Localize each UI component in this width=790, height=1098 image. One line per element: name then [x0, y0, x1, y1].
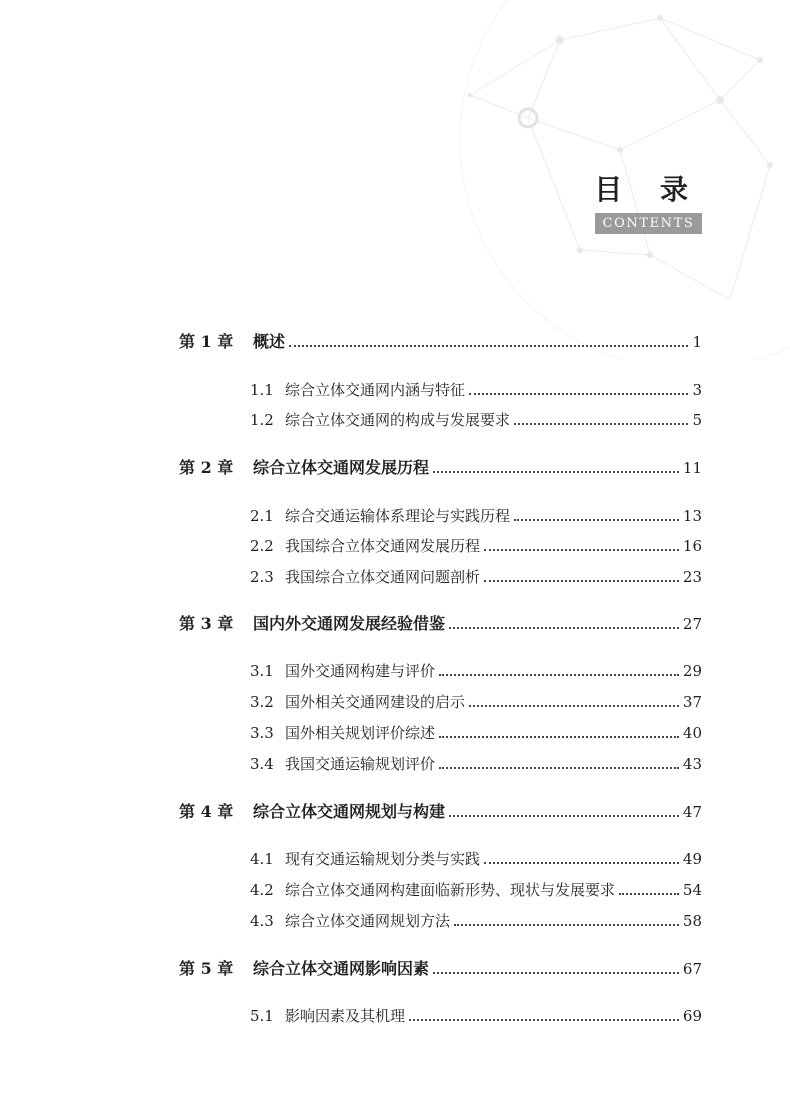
chapter-number: 第 3 章: [179, 614, 234, 633]
section-title: 综合立体交通网构建面临新形势、现状与发展要求: [285, 880, 616, 899]
dot-leader: [289, 345, 688, 347]
toc-section-entry[interactable]: [250, 847, 702, 871]
toc-section-entry[interactable]: [250, 378, 702, 402]
toc-section-entry[interactable]: [250, 534, 702, 558]
chapter-number: 第 5 章: [179, 959, 234, 978]
chapter-title: 综合立体交通网影响因素: [253, 959, 430, 978]
section-title: 我国综合立体交通网问题剖析: [285, 567, 481, 586]
page-number: 49: [682, 849, 702, 868]
section-number: 3.1: [250, 661, 274, 680]
chapter-title: 综合立体交通网规划与构建: [253, 802, 446, 821]
dot-leader: [469, 705, 679, 707]
section-title: 我国交通运输规划评价: [285, 754, 436, 773]
section-title: 综合立体交通网内涵与特征: [285, 380, 466, 399]
chapter-title: 国内外交通网发展经验借鉴: [253, 614, 446, 633]
page-number: 69: [682, 1006, 702, 1025]
dot-leader: [439, 674, 679, 676]
dot-leader: [433, 972, 679, 974]
section-number: 3.4: [250, 754, 274, 773]
dot-leader: [449, 627, 679, 629]
page-number: 29: [682, 661, 702, 680]
dot-leader: [514, 423, 688, 425]
toc-section-entry[interactable]: [250, 504, 702, 528]
page-number: 58: [682, 911, 702, 930]
page-title: 目 录: [594, 173, 702, 206]
dot-leader: [409, 1019, 679, 1021]
section-number: 2.3: [250, 567, 274, 586]
toc-section-entry[interactable]: [250, 721, 702, 745]
chapter-number: 第 1 章: [179, 332, 234, 351]
toc-section-entry[interactable]: [250, 659, 702, 683]
toc-chapter-entry[interactable]: [179, 330, 702, 354]
dot-leader: [514, 519, 679, 521]
page-number: 13: [682, 506, 702, 525]
page-number: 11: [682, 458, 702, 477]
section-number: 5.1: [250, 1006, 274, 1025]
chapter-number: 第 2 章: [179, 458, 234, 477]
toc-chapter-entry[interactable]: [179, 800, 702, 824]
chapter-number: 第 4 章: [179, 802, 234, 821]
page-number: 40: [682, 723, 702, 742]
dot-leader: [484, 580, 679, 582]
page-number: 1: [692, 332, 702, 351]
dot-leader: [433, 471, 679, 473]
toc-section-entry[interactable]: [250, 565, 702, 589]
page-number: 54: [682, 880, 702, 899]
section-title: 现有交通运输规划分类与实践: [285, 849, 481, 868]
section-number: 4.2: [250, 880, 274, 899]
section-title: 国外交通网构建与评价: [285, 661, 436, 680]
toc-section-entry[interactable]: [250, 690, 702, 714]
section-number: 2.1: [250, 506, 274, 525]
contents-badge: CONTENTS: [595, 213, 702, 234]
section-title: 综合立体交通网的构成与发展要求: [285, 410, 511, 429]
page-number: 43: [682, 754, 702, 773]
dot-leader: [484, 862, 679, 864]
page-number: 27: [682, 614, 702, 633]
section-number: 3.3: [250, 723, 274, 742]
page-number: 5: [692, 410, 702, 429]
toc-section-entry[interactable]: [250, 878, 702, 902]
toc-section-entry[interactable]: [250, 408, 702, 432]
toc-section-entry[interactable]: [250, 1004, 702, 1028]
page-number: 16: [682, 536, 702, 555]
section-number: 1.1: [250, 380, 274, 399]
dot-leader: [454, 924, 679, 926]
section-title: 综合立体交通网规划方法: [285, 911, 451, 930]
page-number: 67: [682, 959, 702, 978]
page-number: 23: [682, 567, 702, 586]
section-number: 4.1: [250, 849, 274, 868]
dot-leader: [484, 549, 679, 551]
section-number: 3.2: [250, 692, 274, 711]
toc-chapter-entry[interactable]: [179, 456, 702, 480]
dot-leader: [619, 893, 679, 895]
section-number: 1.2: [250, 410, 274, 429]
toc-section-entry[interactable]: [250, 752, 702, 776]
dot-leader: [469, 393, 688, 395]
section-title: 影响因素及其机理: [285, 1006, 406, 1025]
dot-leader: [439, 736, 679, 738]
section-title: 国外相关规划评价综述: [285, 723, 436, 742]
dot-leader: [449, 815, 679, 817]
section-title: 我国综合立体交通网发展历程: [285, 536, 481, 555]
section-title: 国外相关交通网建设的启示: [285, 692, 466, 711]
toc-chapter-entry[interactable]: [179, 612, 702, 636]
toc-chapter-entry[interactable]: [179, 957, 702, 981]
chapter-title: 综合立体交通网发展历程: [253, 458, 430, 477]
dot-leader: [439, 767, 679, 769]
page-number: 47: [682, 802, 702, 821]
section-title: 综合交通运输体系理论与实践历程: [285, 506, 511, 525]
section-number: 4.3: [250, 911, 274, 930]
page-number: 37: [682, 692, 702, 711]
toc-section-entry[interactable]: [250, 909, 702, 933]
chapter-title: 概述: [253, 332, 286, 351]
page-number: 3: [692, 380, 702, 399]
section-number: 2.2: [250, 536, 274, 555]
